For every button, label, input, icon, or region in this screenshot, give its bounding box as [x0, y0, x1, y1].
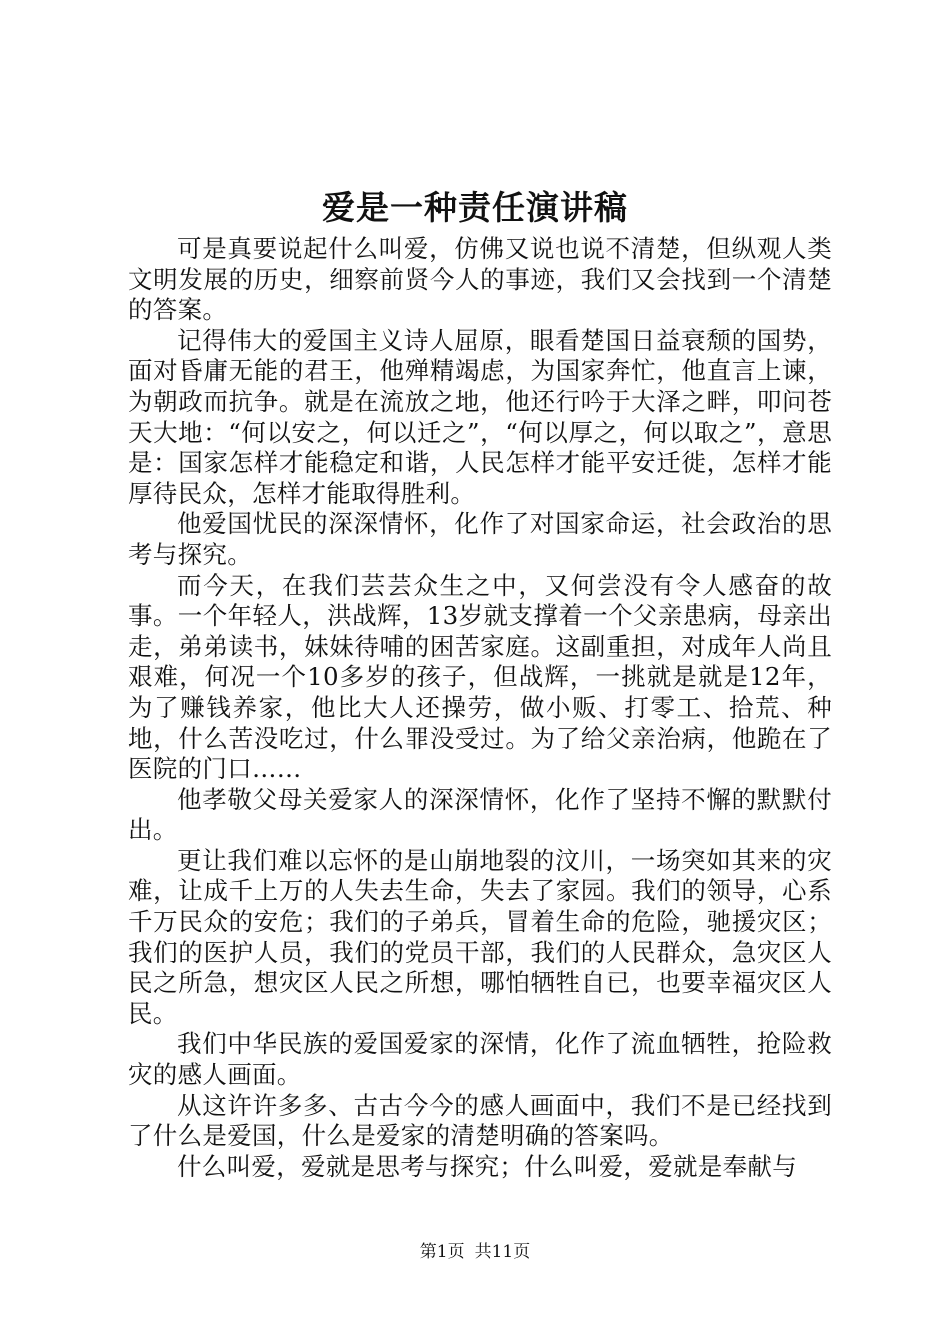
document-body [128, 234, 832, 1182]
paragraph: 他孝敬父母关爱家人的深深情怀，化作了坚持不懈的默默付出。 [128, 784, 832, 845]
paragraph: 可是真要说起什么叫爱，仿佛又说也说不清楚，但纵观人类文明发展的历史，细察前贤今人的事迹，我们又会找到一个清楚的答案。 [128, 234, 832, 325]
document-title: 爱是一种责任演讲稿 [322, 188, 628, 227]
paragraph: 更让我们难以忘怀的是山崩地裂的汶川，一场突如其来的灾难，让成千上万的人失去生命，失去了家园。我们的领导，心系千万民众的安危；我们的子弟兵，冒着生命的危险，驰援灾区；我们的医护人员，我们的党员干部，我们的人民群众，急灾区人民之所急，想灾区人民之所想，哪怕牺牲自已，也要幸福灾区人民。 [128, 845, 832, 1028]
page-total: 共11页 [474, 1242, 531, 1262]
paragraph: 从这许许多多、古古今今的感人画面中，我们不是已经找到了什么是爱国，什么是爱家的清楚明确的答案吗。 [128, 1090, 832, 1151]
page-footer [0, 1240, 950, 1264]
paragraph: 我们中华民族的爱国爱家的深情，化作了流血牺牲，抢险救灾的感人画面。 [128, 1029, 832, 1090]
paragraph: 什么叫爱，爱就是思考与探究；什么叫爱，爱就是奉献与 [177, 1151, 797, 1181]
paragraph: 记得伟大的爱国主义诗人屈原，眼看楚国日益衰颓的国势，面对昏庸无能的君王，他殚精竭虑，为国家奔忙，他直言上谏，为朝政而抗争。就是在流放之地，他还行吟于大泽之畔，叩问苍天大地：“何以安之，何以迁之”，“何以厚之，何以取之”，意思是：国家怎样才能稳定和谐，人民怎样才能平安迁徙，怎样才能厚待民众，怎样才能取得胜利。 [128, 325, 832, 508]
page-number: 第1页 [419, 1242, 465, 1262]
paragraph: 他爱国忧民的深深情怀，化作了对国家命运，社会政治的思考与探究。 [128, 509, 832, 569]
paragraph: 而今天，在我们芸芸众生之中，又何尝没有令人感奋的故事。一个年轻人，洪战辉，13岁就支撑着一个父亲患病，母亲出走，弟弟读书，妹妹待哺的困苦家庭。这副重担，对成年人尚且艰难，何况一个10多岁的孩子，但战辉，一挑就是就是12年，为了赚钱养家，他比大人还操劳，做小贩、打零工、拾荒、种地，什么苦没吃过，什么罪没受过。为了给父亲治病，他跪在了医院的门口…… [128, 570, 832, 784]
